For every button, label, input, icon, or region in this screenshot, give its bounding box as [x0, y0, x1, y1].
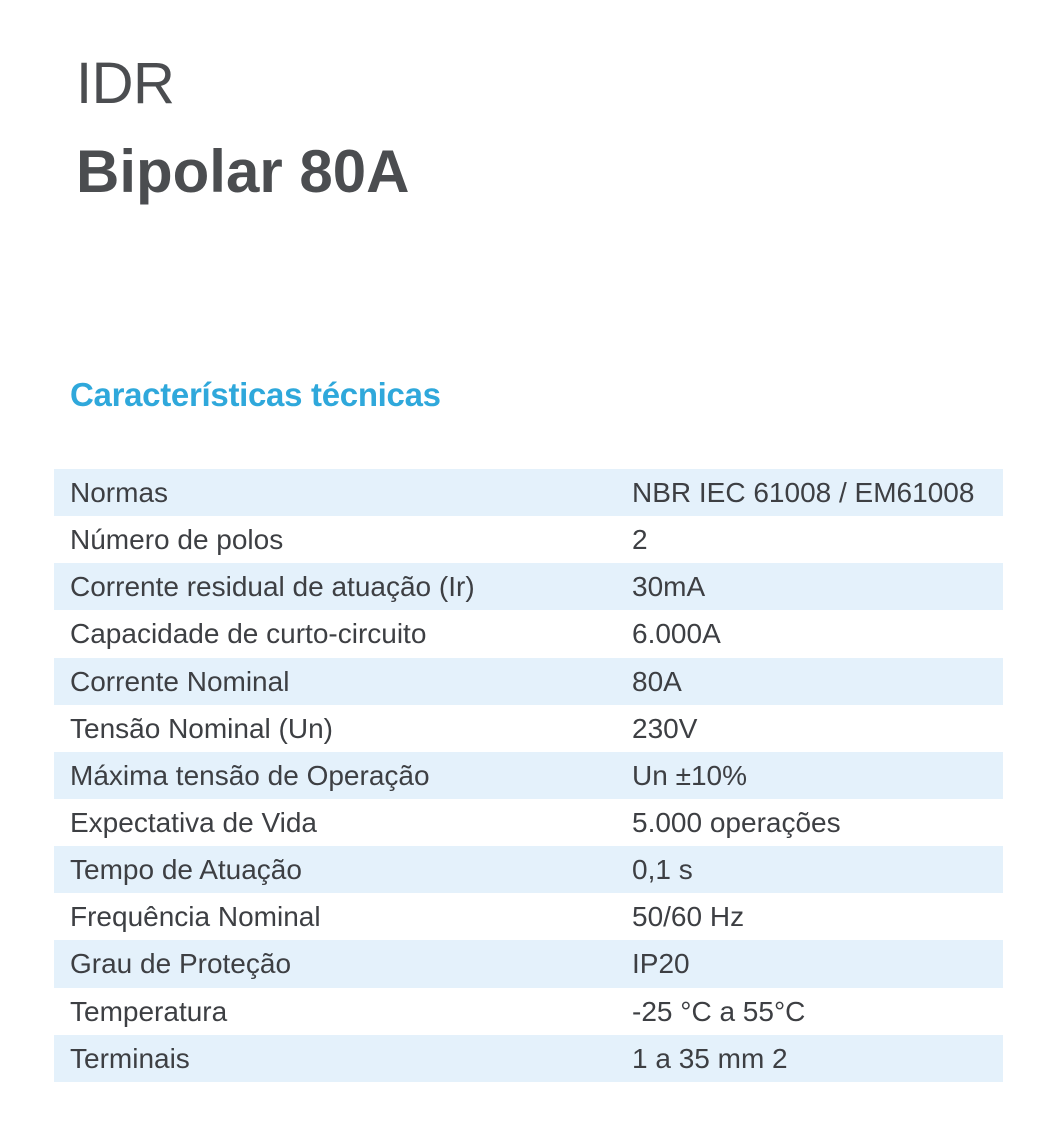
spec-value: 50/60 Hz — [632, 901, 745, 933]
spec-label: Número de polos — [70, 524, 284, 556]
spec-label: Corrente Nominal — [70, 665, 290, 697]
table-row — [54, 752, 1003, 799]
section-heading: Características técnicas — [70, 376, 441, 413]
spec-value: Un ±10% — [632, 759, 747, 791]
table-row — [54, 988, 1003, 1035]
spec-value: 5.000 operações — [632, 807, 841, 839]
spec-label: Tensão Nominal (Un) — [70, 712, 333, 744]
table-row — [54, 705, 1003, 752]
spec-value: 2 — [632, 524, 648, 556]
spec-value: 1 a 35 mm 2 — [632, 1042, 788, 1074]
spec-value: 0,1 s — [632, 854, 693, 886]
table-row — [54, 516, 1003, 563]
spec-label: Capacidade de curto-circuito — [70, 618, 427, 650]
spec-label: Expectativa de Vida — [70, 807, 317, 839]
spec-label: Temperatura — [70, 995, 228, 1027]
table-row — [54, 658, 1003, 705]
spec-value: 230V — [632, 712, 698, 744]
table-row — [54, 846, 1003, 893]
spec-label: Máxima tensão de Operação — [70, 759, 430, 791]
table-row — [54, 563, 1003, 610]
table-row — [54, 940, 1003, 987]
spec-label: Frequência Nominal — [70, 901, 321, 933]
table-row — [54, 469, 1003, 516]
spec-value: NBR IEC 61008 / EM61008 — [632, 477, 975, 509]
spec-value: -25 °C a 55°C — [632, 995, 806, 1027]
table-row — [54, 799, 1003, 846]
table-row — [54, 1035, 1003, 1082]
spec-table — [54, 469, 1003, 1082]
spec-value: IP20 — [632, 948, 690, 980]
spec-label: Corrente residual de atuação (Ir) — [70, 571, 475, 603]
table-row — [54, 893, 1003, 940]
spec-label: Tempo de Atuação — [70, 854, 302, 886]
spec-value: 80A — [632, 665, 682, 697]
product-title-line1: IDR — [76, 51, 175, 116]
spec-label: Normas — [70, 477, 169, 509]
product-title-line2: Bipolar 80A — [76, 138, 410, 205]
spec-value: 30mA — [632, 571, 706, 603]
spec-label: Terminais — [70, 1042, 190, 1074]
spec-value: 6.000A — [632, 618, 721, 650]
table-row — [54, 610, 1003, 657]
spec-label: Grau de Proteção — [70, 948, 292, 980]
